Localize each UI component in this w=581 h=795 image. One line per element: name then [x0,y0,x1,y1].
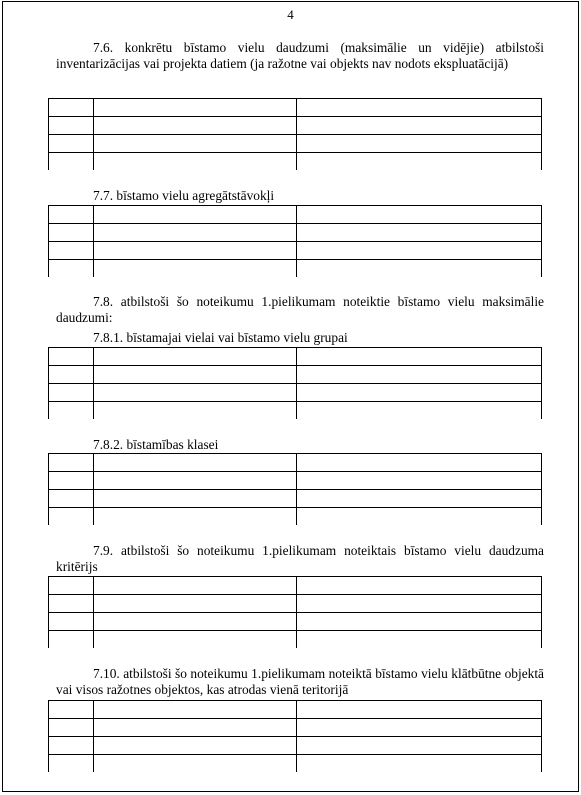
section-7-8-text: 7.8. atbilstoši šo noteikumu 1.pielikumam noteiktie bīstamo vielu maksimālie daudzumi: [56,294,544,325]
table-7-7 [48,205,542,277]
table-cell [94,384,297,402]
table-cell [297,737,542,755]
table-cell [94,242,297,260]
table-cell [297,224,542,242]
table-cell [94,366,297,384]
table-row [49,117,542,135]
table-cell [297,348,542,366]
table-cell [94,701,297,719]
table-cell [49,472,94,490]
table-cell [297,99,542,117]
table-cell [297,454,542,472]
table-cell [49,454,94,472]
table-row [49,224,542,242]
table-row [49,454,542,472]
table-cell [49,719,94,737]
section-7-9-text: 7.9. atbilstoši šo noteikumu 1.pielikumam noteiktais bīstamo vielu daudzuma kritērijs [56,543,544,574]
table-cell [297,631,542,649]
table-cell [49,384,94,402]
table-cell [297,384,542,402]
table-cell [297,490,542,508]
section-7-6-text: 7.6. konkrētu bīstamo vielu daudzumi (maksimālie un vidējie) atbilstoši inventarizācijas vai projekta datiem (ja ražotne vai objekts nav nodots ekspluatācijā) [56,40,544,71]
table-row [49,99,542,117]
table-cell [49,613,94,631]
table-row [49,490,542,508]
table-cell [49,348,94,366]
table-cell [297,508,542,526]
table-cell [94,224,297,242]
table-cell [297,755,542,773]
table-cell [297,613,542,631]
table-cell [297,260,542,278]
table-cell [297,117,542,135]
table-cell [49,402,94,420]
table-cell [49,366,94,384]
table-cell [297,595,542,613]
table-row [49,577,542,595]
table-row [49,384,542,402]
table-cell [94,402,297,420]
table-cell [94,135,297,153]
table-cell [94,99,297,117]
table-row [49,631,542,649]
table-cell [297,701,542,719]
table-cell [297,472,542,490]
table-cell [49,206,94,224]
table-cell [49,508,94,526]
section-7-10-text: 7.10. atbilstoši šo noteikumu 1.pielikumam noteiktā bīstamo vielu klātbūtne objektā vai visos ražotnes objektos, kas atrodas vienā teritorijā [56,666,544,697]
table-cell [94,260,297,278]
table-row [49,613,542,631]
table-cell [94,737,297,755]
table-row [49,402,542,420]
table-cell [94,595,297,613]
table-cell [297,577,542,595]
table-row [49,260,542,278]
table-cell [94,508,297,526]
table-cell [49,577,94,595]
table-cell [297,366,542,384]
section-7-7-text: 7.7. bīstamo vielu agregātstāvokļi [93,188,275,203]
table-cell [94,755,297,773]
table-row [49,737,542,755]
table-row [49,755,542,773]
table-cell [49,490,94,508]
table-cell [297,719,542,737]
table-row [49,595,542,613]
table-row [49,719,542,737]
table-cell [49,99,94,117]
table-cell [94,472,297,490]
table-row [49,508,542,526]
table-7-8-1 [48,347,542,419]
table-cell [49,153,94,171]
table-cell [49,242,94,260]
table-cell [94,348,297,366]
table-cell [49,135,94,153]
table-row [49,472,542,490]
table-7-6 [48,98,542,170]
table-cell [49,755,94,773]
table-cell [297,242,542,260]
table-row [49,153,542,171]
table-cell [94,153,297,171]
table-cell [297,135,542,153]
table-cell [49,737,94,755]
table-row [49,366,542,384]
table-cell [94,454,297,472]
table-row [49,701,542,719]
table-cell [49,701,94,719]
table-cell [94,490,297,508]
table-row [49,206,542,224]
table-cell [94,577,297,595]
section-7-8-2-text: 7.8.2. bīstamības klasei [93,437,219,452]
table-cell [94,719,297,737]
page-number: 4 [287,7,294,22]
table-cell [94,613,297,631]
table-7-8-2 [48,453,542,525]
table-cell [49,260,94,278]
table-7-9 [48,576,542,648]
table-7-10 [48,700,542,772]
table-cell [94,631,297,649]
table-cell [49,224,94,242]
table-cell [94,206,297,224]
section-7-8-1-text: 7.8.1. bīstamajai vielai vai bīstamo vielu grupai [93,330,348,345]
table-row [49,242,542,260]
table-cell [49,595,94,613]
table-row [49,135,542,153]
table-cell [49,117,94,135]
table-cell [297,153,542,171]
table-cell [49,631,94,649]
table-cell [94,117,297,135]
table-row [49,348,542,366]
table-cell [297,402,542,420]
table-cell [297,206,542,224]
